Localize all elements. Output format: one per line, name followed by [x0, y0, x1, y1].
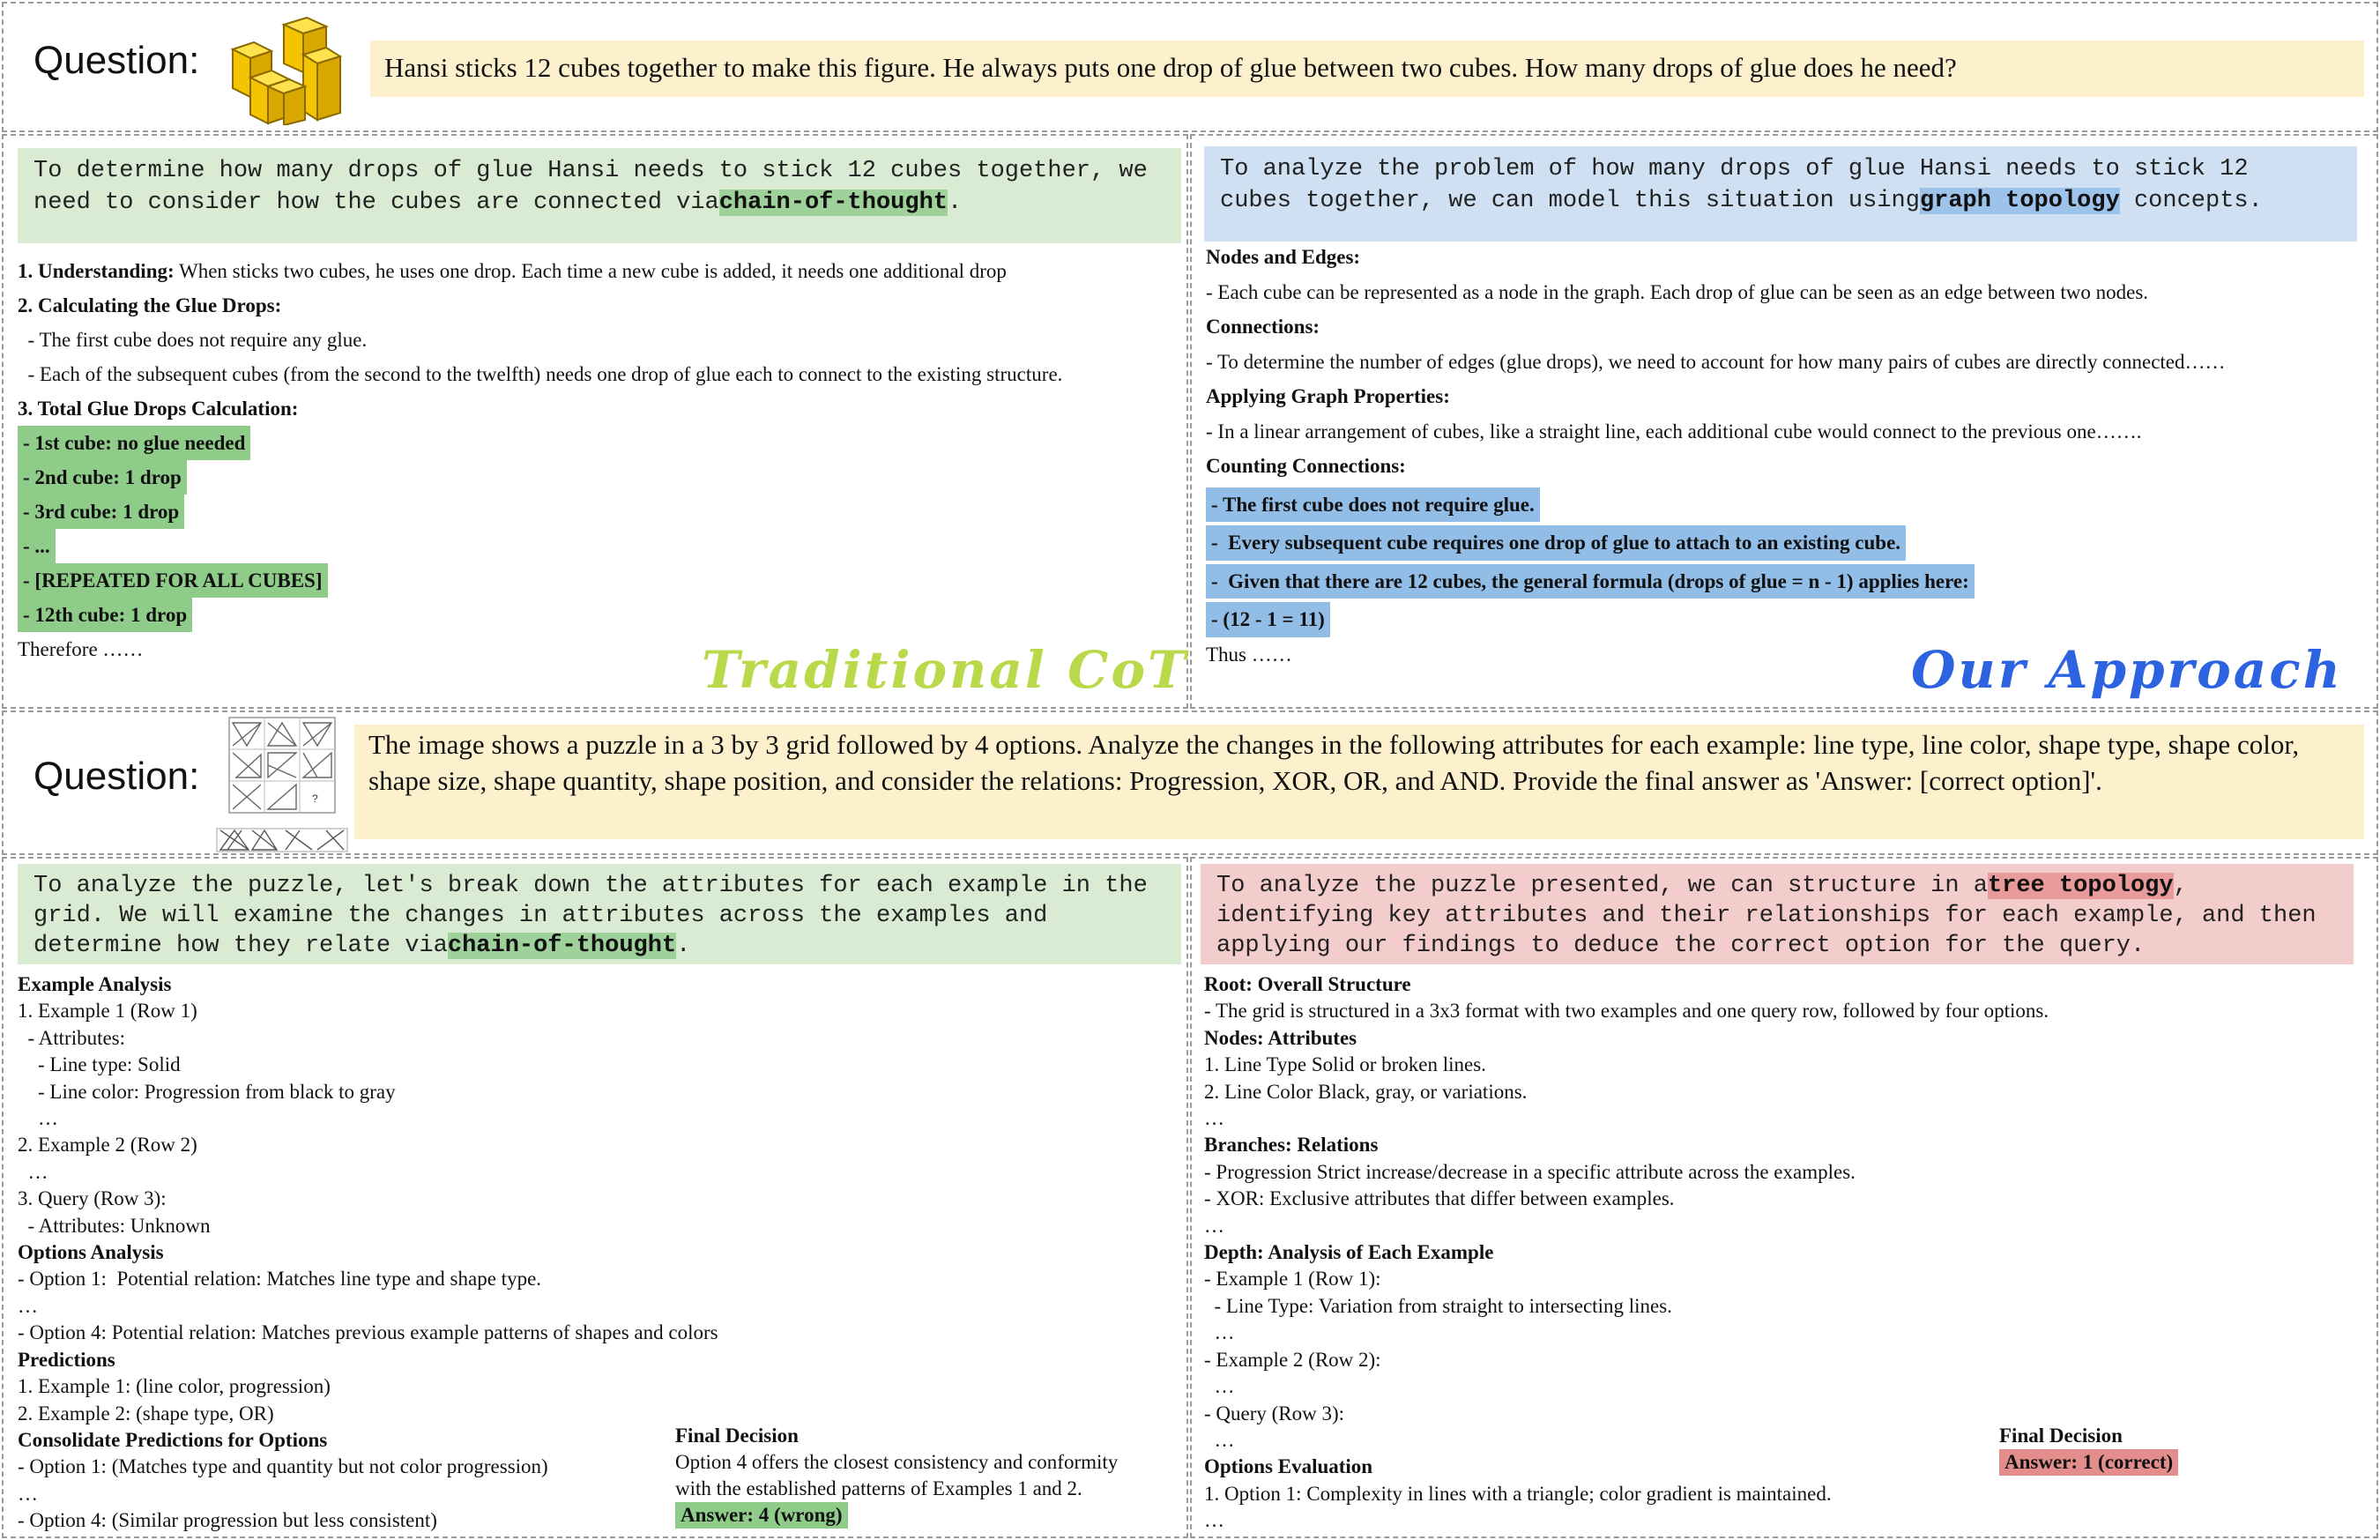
- q2-ours-line: - Line Type: Variation from straight to intersecting lines.: [1204, 1294, 1672, 1317]
- q2-ours-line: Depth: Analysis of Each Example: [1204, 1241, 1494, 1264]
- q2-ours-line: - Example 2 (Row 2):: [1204, 1348, 1381, 1371]
- q1-ours-intro-pre: To analyze the problem of how many drops of glue Hansi needs to stick 12 cubes together, we can model this situation using: [1220, 156, 2249, 214]
- q2-ours-line: …: [1204, 1321, 1235, 1344]
- puzzle-query-mark: ?: [312, 792, 318, 805]
- q1-cot-line: 2. Calculating the Glue Drops:: [18, 294, 282, 316]
- q2-cot-line: Example Analysis: [18, 973, 172, 995]
- q1-cot-method-highlight: chain-of-thought: [718, 190, 948, 216]
- q1-ours-line: - To determine the number of edges (glue drops), we need to account for how many pairs of cubes are directly connected……: [1206, 350, 2226, 373]
- q2-cot-line: - Line type: Solid: [18, 1053, 181, 1076]
- q2-cot-final-decision-title: Final Decision: [675, 1425, 799, 1447]
- q2-cot-line: - Attributes: Unknown: [18, 1214, 211, 1237]
- q1-ours-line: - Each cube can be represented as a node in the graph. Each drop of glue can be seen as an edge between two nodes.: [1206, 280, 2149, 303]
- q1-ours-method-highlight: graph topology: [1919, 188, 2120, 214]
- q2-ours-line: 1. Line Type Solid or broken lines.: [1204, 1053, 1486, 1076]
- q2-cot-line: - Line color: Progression from black to gray: [18, 1080, 396, 1103]
- question1-text: Hansi sticks 12 cubes together to make this figure. He always puts one drop of glue between two cubes. How many drops of glue does he need?: [370, 41, 2364, 97]
- q1-ours-line: Counting Connections:: [1206, 455, 1406, 477]
- q2-cot-line: - Option 1: (Matches type and quantity but not color progression): [18, 1455, 548, 1478]
- question1-label: Question:: [33, 39, 200, 82]
- q2-ours-intro-pre: To analyze the puzzle presented, we can structure in a: [1216, 873, 1988, 899]
- q2-cot-line: 2. Example 2 (Row 2): [18, 1134, 197, 1157]
- q2-cot-line: Predictions: [18, 1348, 115, 1371]
- q2-ours-line: Options Evaluation: [1204, 1455, 1373, 1478]
- q1-ours-body: [1206, 240, 2361, 672]
- q2-ours-intro-post: , identifying key attributes and their relationships for each example, and then applying our findings to deduce the correct option for the query.: [1216, 873, 2317, 959]
- q2-ours-line: - The grid is structured in a 3x3 format with two examples and one query row, followed by four options.: [1204, 1000, 2049, 1023]
- q1-ours-mark: - (12 - 1 = 11): [1206, 602, 2361, 637]
- q2-cot-line: …: [18, 1107, 58, 1130]
- q1-cot-end: Therefore ……: [18, 638, 144, 660]
- q1-cot-mark: - ...: [18, 529, 1181, 563]
- question2-label: Question:: [33, 755, 200, 798]
- q1-cot-line: - Each of the subsequent cubes (from the second to the twelfth) needs one drop of glue each to connect to the existing structure.: [18, 363, 1063, 385]
- q1-ours-end: Thus ……: [1206, 643, 1292, 666]
- q2-cot-line: Consolidate Predictions for Options: [18, 1428, 328, 1451]
- q1-cot-mark: - 12th cube: 1 drop: [18, 598, 1181, 632]
- q2-ours-line: …: [1204, 1214, 1224, 1237]
- q2-ours-final-decision-title: Final Decision: [1999, 1425, 2123, 1447]
- q1-ours-intro-post: concepts.: [2119, 188, 2263, 214]
- q2-cot-intro-post: .: [676, 933, 691, 959]
- cube-figure-image: [227, 16, 342, 125]
- q1-cot-intro-pre: To determine how many drops of glue Hansi needs to stick 12 cubes together, we need to consider how the cubes are connected via: [33, 158, 1148, 216]
- q2-cot-intro: [18, 864, 1181, 964]
- q2-cot-line: 2. Example 2: (shape type, OR): [18, 1402, 274, 1425]
- q2-cot-line: 1. Example 1: (line color, progression): [18, 1375, 331, 1398]
- q2-cot-line: Options Analysis: [18, 1241, 164, 1264]
- q2-ours-method-highlight: tree topology: [1987, 873, 2174, 899]
- traditional-cot-tag: Traditional CoT: [702, 640, 1189, 700]
- q1-cot-intro-post: .: [947, 190, 963, 216]
- q1-cot-line: 1. Understanding: When sticks two cubes, he uses one drop. Each time a new cube is added, it needs one additional drop: [18, 260, 1007, 282]
- q1-cot-line: - The first cube does not require any glue.: [18, 329, 368, 351]
- our-approach-tag: Our Approach: [1911, 640, 2343, 700]
- q2-ours-line: …: [1204, 1428, 1235, 1451]
- q1-ours-line: - In a linear arrangement of cubes, like a straight line, each additional cube would connect to the previous one…….: [1206, 420, 2142, 443]
- q2-cot-body: [18, 971, 718, 1535]
- q2-cot-intro-pre: To analyze the puzzle, let's break down the attributes for each example in the grid. We will examine the changes in attributes across the examples and determine how they relate via: [33, 873, 1148, 959]
- q2-ours-line: - Progression Strict increase/decrease in a specific attribute across the examples.: [1204, 1160, 1856, 1183]
- q1-cot-mark: - [REPEATED FOR ALL CUBES]: [18, 563, 1181, 598]
- q2-ours-line: - XOR: Exclusive attributes that differ between examples.: [1204, 1187, 1675, 1210]
- q2-cot-line: …: [18, 1160, 48, 1183]
- q2-cot-line: …: [18, 1482, 38, 1505]
- q2-ours-final-decision: [1999, 1423, 2369, 1476]
- q1-ours-line: Applying Graph Properties:: [1206, 385, 1450, 407]
- q2-cot-line: …: [18, 1294, 38, 1317]
- q1-ours-line: Nodes and Edges:: [1206, 246, 1361, 268]
- q1-ours-mark: - Given that there are 12 cubes, the general formula (drops of glue = n - 1) applies here:: [1206, 564, 2361, 599]
- q2-ours-line: Branches: Relations: [1204, 1134, 1379, 1157]
- q2-cot-method-highlight: chain-of-thought: [447, 933, 677, 959]
- q1-cot-body: [18, 254, 1181, 666]
- puzzle-grid-image: [215, 716, 349, 853]
- q1-ours-mark: - The first cube does not require glue.: [1206, 487, 2361, 523]
- question2-text: The image shows a puzzle in a 3 by 3 grid followed by 4 options. Analyze the changes in the following attributes for each example: line type, line color, shape type, shape color, shape size, shape quantity, shape position, and consider the relations: Progression, XOR, OR, and AND. Provide the final answer as 'Answer: [correct option]'.: [354, 725, 2364, 839]
- q2-cot-line: 1. Example 1 (Row 1): [18, 1000, 197, 1023]
- q2-ours-line: …: [1204, 1375, 1235, 1398]
- q2-cot-final-decision: [675, 1423, 1178, 1529]
- q1-cot-mark: - 3rd cube: 1 drop: [18, 495, 1181, 529]
- q2-cot-answer: Answer: 4 (wrong): [675, 1502, 1178, 1529]
- q1-cot-line: 3. Total Glue Drops Calculation:: [18, 398, 299, 420]
- q2-ours-line: - Example 1 (Row 1):: [1204, 1268, 1381, 1291]
- q2-ours-line: …: [1204, 1107, 1224, 1130]
- q2-cot-final-decision-text1: Option 4 offers the closest consistency and conformity: [675, 1451, 1119, 1473]
- q2-ours-line: Nodes: Attributes: [1204, 1026, 1357, 1049]
- q2-ours-intro: [1201, 864, 2354, 964]
- q1-cot-mark: - 2nd cube: 1 drop: [18, 460, 1181, 495]
- q2-ours-body: [1204, 971, 2049, 1535]
- q2-ours-line: …: [1204, 1509, 1224, 1532]
- q2-ours-line: - Query (Row 3):: [1204, 1402, 1345, 1425]
- q1-cot-mark: - 1st cube: no glue needed: [18, 426, 1181, 460]
- q2-cot-line: - Option 4: (Similar progression but less consistent): [18, 1509, 437, 1532]
- q2-cot-line: - Attributes:: [18, 1026, 126, 1049]
- q1-ours-mark: - Every subsequent cube requires one drop of glue to attach to an existing cube.: [1206, 525, 2361, 561]
- q1-cot-intro: [18, 148, 1181, 243]
- q1-ours-intro: [1204, 146, 2357, 242]
- q2-ours-answer: Answer: 1 (correct): [1999, 1449, 2369, 1476]
- q2-ours-line: 2. Line Color Black, gray, or variations.: [1204, 1080, 1528, 1103]
- q2-ours-line: 1. Option 1: Complexity in lines with a triangle; color gradient is maintained.: [1204, 1482, 1832, 1505]
- q2-cot-final-decision-text2: with the established patterns of Examples 1 and 2.: [675, 1477, 1082, 1499]
- q2-cot-line: 3. Query (Row 3):: [18, 1187, 167, 1210]
- q1-ours-line: Connections:: [1206, 316, 1320, 338]
- q2-cot-line: - Option 4: Potential relation: Matches previous example patterns of shapes and colors: [18, 1321, 718, 1344]
- q2-cot-line: - Option 1: Potential relation: Matches line type and shape type.: [18, 1268, 542, 1291]
- q2-ours-line: Root: Overall Structure: [1204, 973, 1411, 995]
